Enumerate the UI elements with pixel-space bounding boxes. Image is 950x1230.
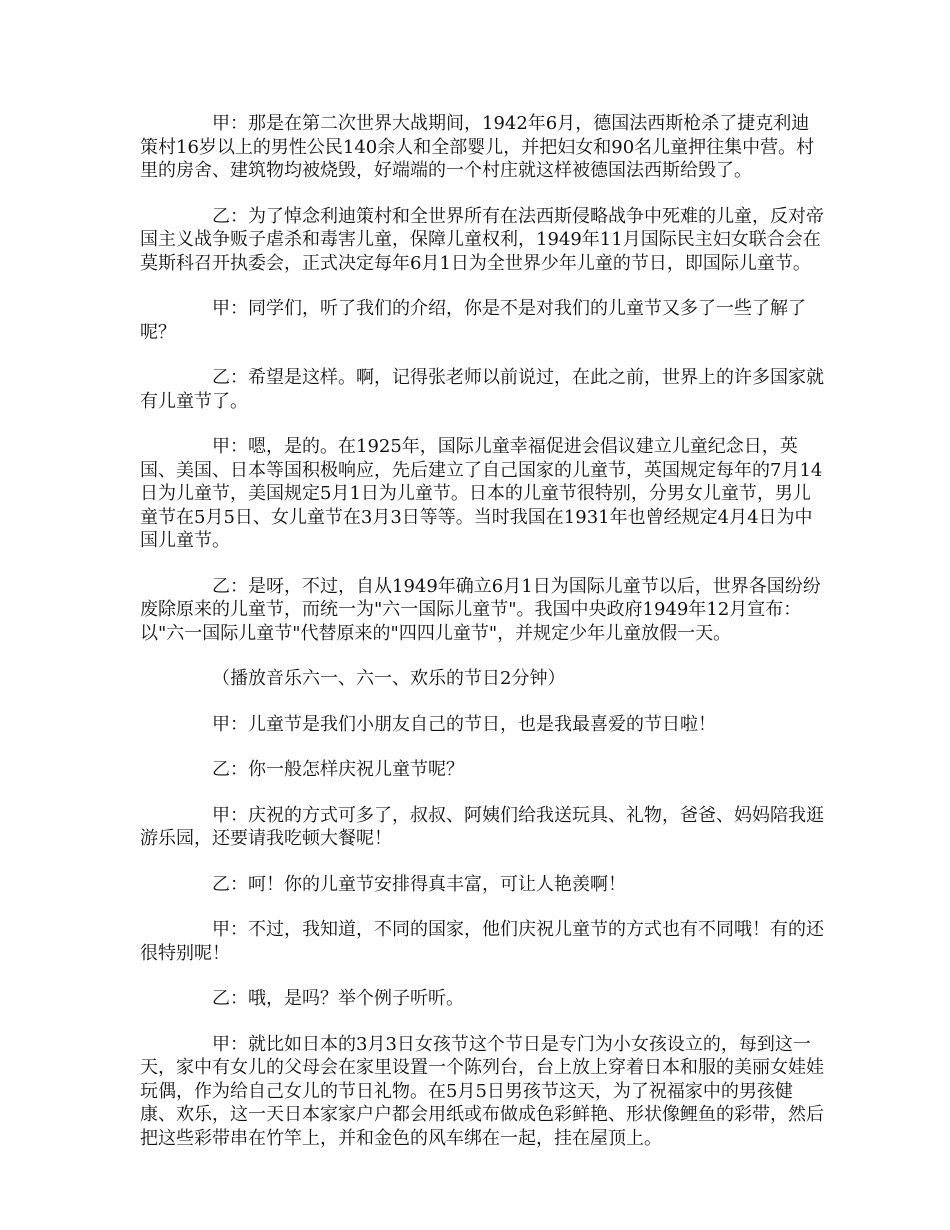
paragraph-2: 乙：为了悼念利迪策村和全世界所有在法西斯侵略战争中死难的儿童，反对帝国主义战争贩子虐杀和毒害儿童，保障儿童权利，1949年11月国际民主妇女联合会在莫斯科召开执委会，正式决定每年6月1日为全世界少年儿童的节日，即国际儿童节。 (140, 205, 824, 274)
paragraph-5: 甲：嗯，是的。在1925年，国际儿童幸福促进会倡议建立儿童纪念日，英国、美国、日本等国积极响应，先后建立了自己国家的儿童节，英国规定每年的7月14日为儿童节，美国规定5月1日为儿童节。日本的儿童节很特别，分男女儿童节，男儿童节在5月5日、女儿童节在3月3日等等。当时我国在1931年也曾经规定4月4日为中国儿童节。 (140, 436, 823, 551)
stage-direction: （播放音乐六一、六一、欢乐的节日2分钟） (212, 668, 566, 689)
paragraph-12: 甲：不过，我知道，不同的国家，他们庆祝儿童节的方式也有不同哦！有的还很特别呢！ (140, 919, 824, 964)
paragraph-4: 乙：希望是这样。啊，记得张老师以前说过，在此之前，世界上的许多国家就有儿童节了。 (140, 367, 824, 412)
paragraph-9: 乙：你一般怎样庆祝儿童节呢？ (212, 759, 464, 780)
paragraph-8: 甲：儿童节是我们小朋友自己的节日，也是我最喜爱的节日啦！ (212, 713, 716, 735)
paragraph-1: 甲：那是在第二次世界大战期间，1942年6月，德国法西斯枪杀了捷克利迪策村16岁以上的男性公民140余人和全部婴儿，并把妇女和90名儿童押往集中营。村里的房舍、建筑物均被烧毁，好端端的一个村庄就这样被德国法西斯给毁了。 (140, 113, 815, 181)
document-body (140, 112, 825, 1150)
paragraph-10: 甲：庆祝的方式可多了，叔叔、阿姨们给我送玩具、礼物，爸爸、妈妈陪我逛游乐园，还要请我吃顿大餐呢！ (140, 804, 824, 849)
paragraph-14: 甲：就比如日本的3月3日女孩节这个节日是专门为小女孩设立的，每到这一天，家中有女儿的父母会在家里设置一个陈列台，台上放上穿着日本和服的美丽女娃娃玩偶，作为给自己女儿的节日礼物。在5月5日男孩节这天，为了祝福家中的男孩健康、欢乐，这一天日本家家户户都会用纸或布做成色彩鲜艳、形状像鲤鱼的彩带，然后把这些彩带串在竹竿上，并和金色的风车绑在一起，挂在屋顶上。 (140, 1033, 824, 1149)
paragraph-6: 乙：是呀，不过，自从1949年确立6月1日为国际儿童节以后，世界各国纷纷废除原来的儿童节，而统一为"六一国际儿童节"。我国中央政府1949年12月宣布：以"六一国际儿童节"代替原来的"四四儿童节"，并规定少年儿童放假一天。 (140, 575, 821, 644)
paragraph-11: 乙：呵！你的儿童节安排得真丰富，可让人艳羡啊！ (212, 873, 626, 895)
paragraph-3: 甲：同学们，听了我们的介绍，你是不是对我们的儿童节又多了一些了解了呢？ (140, 298, 806, 343)
paragraph-13: 乙：哦，是吗？举个例子听听。 (212, 988, 464, 1009)
